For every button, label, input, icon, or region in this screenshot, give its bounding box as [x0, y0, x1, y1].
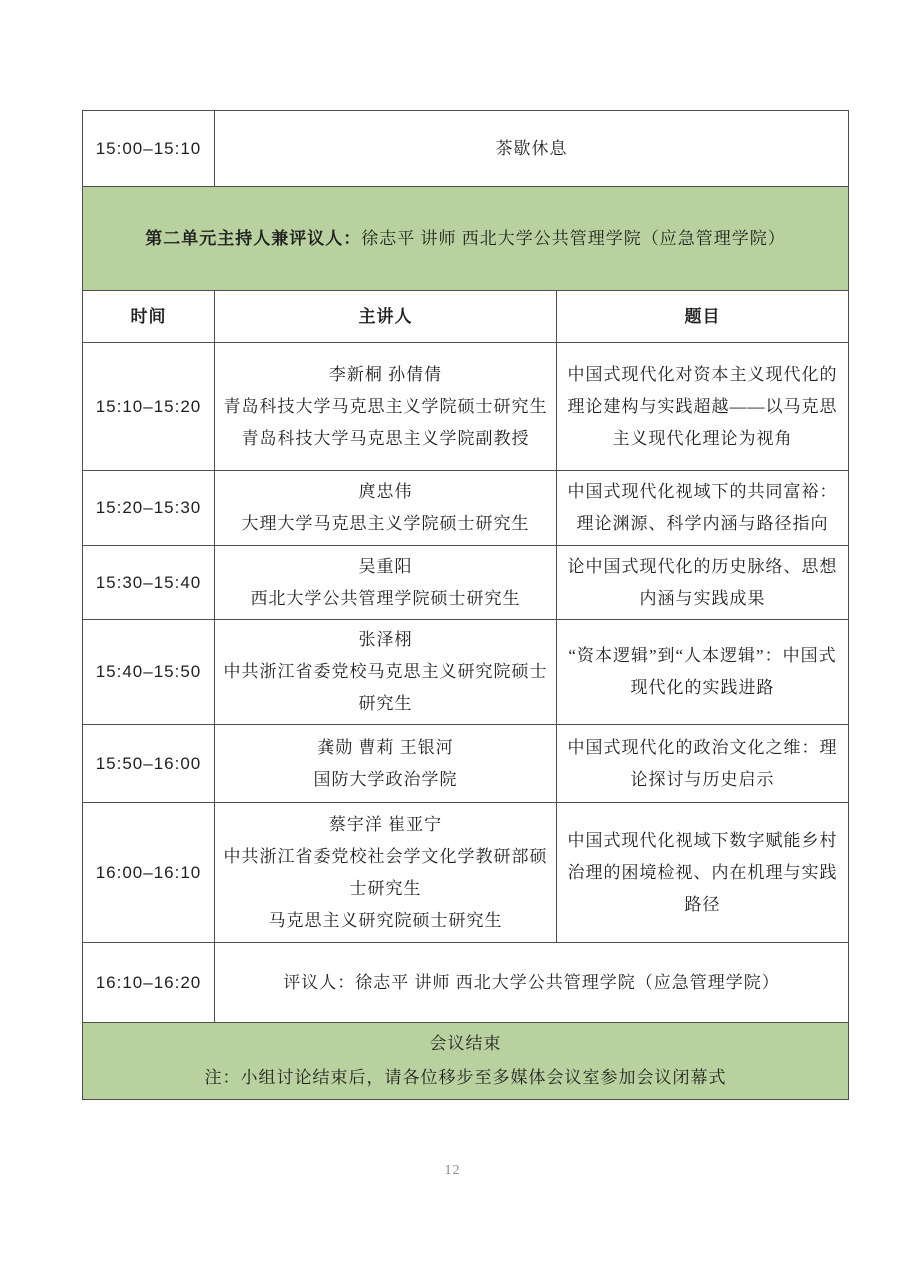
reviewer-row	[83, 943, 849, 1023]
speaker-cell	[215, 343, 557, 471]
topic-cell: “资本逻辑”到“人本逻辑”：中国式现代化的实践进路	[557, 620, 849, 725]
time-cell: 15:40–15:50	[83, 620, 215, 725]
session-banner-cell	[83, 187, 849, 291]
time-cell: 15:50–16:00	[83, 725, 215, 803]
closing-cell	[83, 1023, 849, 1100]
table-row	[83, 725, 849, 803]
topic-cell: 中国式现代化视域下的共同富裕：理论渊源、科学内涵与路径指向	[557, 471, 849, 546]
topic-cell: 论中国式现代化的历史脉络、思想内涵与实践成果	[557, 546, 849, 620]
speaker-affiliation: 中共浙江省委党校马克思主义研究院硕士研究生	[223, 662, 548, 713]
time-cell: 16:00–16:10	[83, 803, 215, 943]
reviewer-cell: 评议人：徐志平 讲师 西北大学公共管理学院（应急管理学院）	[215, 943, 849, 1023]
speaker-names: 李新桐 孙倩倩	[328, 364, 443, 384]
speaker-cell	[215, 803, 557, 943]
speaker-names: 龚勋 曹莉 王银河	[317, 737, 454, 757]
session-banner-host: 徐志平 讲师 西北大学公共管理学院（应急管理学院）	[361, 228, 786, 248]
header-row	[83, 291, 849, 343]
schedule-table	[82, 110, 849, 1100]
speaker-affiliation: 马克思主义研究院硕士研究生	[268, 910, 503, 930]
topic-cell: 中国式现代化视域下数字赋能乡村治理的困境检视、内在机理与实践路径	[557, 803, 849, 943]
speaker-affiliation: 国防大学政治学院	[313, 769, 458, 789]
speaker-affiliation: 青岛科技大学马克思主义学院硕士研究生	[223, 396, 548, 416]
table-row	[83, 546, 849, 620]
tea-break-row	[83, 111, 849, 187]
time-cell: 15:10–15:20	[83, 343, 215, 471]
speaker-names: 蔡宇洋 崔亚宁	[328, 814, 443, 834]
time-cell: 16:10–16:20	[83, 943, 215, 1023]
session-banner-title: 第二单元主持人兼评议人：	[145, 228, 362, 248]
header-speaker: 主讲人	[215, 291, 557, 343]
tea-break-cell: 茶歇休息	[215, 111, 849, 187]
header-topic: 题目	[557, 291, 849, 343]
speaker-names: 庹忠伟	[358, 482, 413, 501]
closing-row	[83, 1023, 849, 1100]
closing-title: 会议结束	[429, 1034, 502, 1053]
speaker-cell	[215, 620, 557, 725]
speaker-cell	[215, 471, 557, 546]
speaker-affiliation: 大理大学马克思主义学院硕士研究生	[241, 514, 530, 533]
session-banner-row	[83, 187, 849, 291]
topic-cell: 中国式现代化对资本主义现代化的理论建构与实践超越——以马克思主义现代化理论为视角	[557, 343, 849, 471]
closing-note: 注：小组讨论结束后，请各位移步至多媒体会议室参加会议闭幕式	[204, 1068, 727, 1087]
table-row	[83, 620, 849, 725]
table-row	[83, 471, 849, 546]
topic-cell: 中国式现代化的政治文化之维：理论探讨与历史启示	[557, 725, 849, 803]
speaker-affiliation: 中共浙江省委党校社会学文化学教研部硕士研究生	[223, 846, 548, 898]
time-cell: 15:20–15:30	[83, 471, 215, 546]
table-row	[83, 803, 849, 943]
page-number: 12	[444, 1163, 461, 1178]
speaker-cell	[215, 725, 557, 803]
speaker-affiliation: 西北大学公共管理学院硕士研究生	[250, 588, 521, 608]
speaker-names: 张泽栩	[358, 630, 413, 649]
header-time: 时间	[83, 291, 215, 343]
time-cell: 15:00–15:10	[83, 111, 215, 187]
speaker-names: 吴重阳	[358, 556, 413, 576]
speaker-affiliation: 青岛科技大学马克思主义学院副教授	[241, 428, 530, 448]
table-row	[83, 343, 849, 471]
time-cell: 15:30–15:40	[83, 546, 215, 620]
speaker-cell	[215, 546, 557, 620]
